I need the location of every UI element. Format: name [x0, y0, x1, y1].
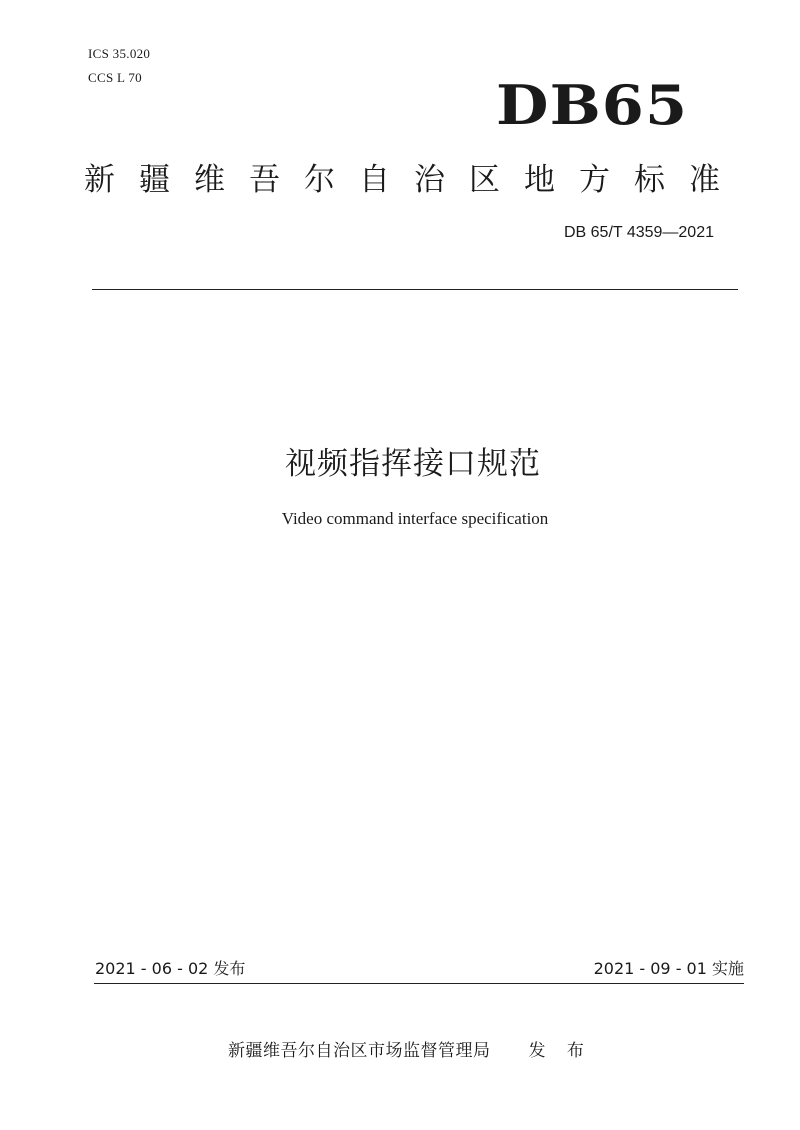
header-divider	[92, 289, 738, 290]
publisher-name: 新疆维吾尔自治区市场监督管理局	[228, 1041, 491, 1061]
footer-divider	[94, 983, 744, 984]
db65-logo: DB65	[496, 73, 689, 137]
document-title-chinese: 视频指挥接口规范	[285, 446, 541, 482]
ics-code: ICS 35.020	[88, 46, 151, 61]
standard-number: DB 65/T 4359—2021	[563, 224, 714, 241]
ccs-code: CCS L 70	[88, 70, 142, 85]
publish-label: 发 布	[528, 1041, 592, 1061]
publisher-line	[228, 1040, 592, 1062]
document-title-english: Video command interface specification	[281, 509, 549, 528]
effective-date: 2021 - 09 - 01 实施	[593, 959, 744, 978]
issue-date: 2021 - 06 - 02 发布	[95, 959, 246, 978]
standard-type-heading: 新疆维吾尔自治区地方标准	[84, 162, 744, 198]
